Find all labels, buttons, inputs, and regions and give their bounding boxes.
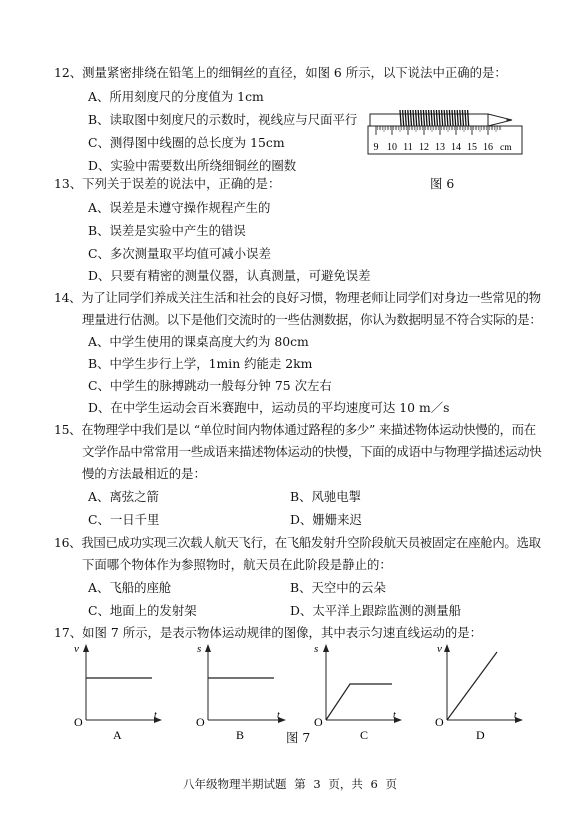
graph-d [435,643,523,742]
q14-stem-line2: 理量进行估测。以下是他们交流时的一些估测数据，你认为数据明显不符合实际的是： [82,312,542,327]
graph-b [196,643,286,742]
footer-page-prefix: 第 [294,777,306,791]
graph-c-label: C [360,728,369,742]
q15-option-d: D、姗姗来迟 [290,512,362,527]
ruler-tick-label: 15 [467,142,477,153]
q15-option-c: C、一日千里 [88,512,160,527]
graph-c [314,643,402,742]
footer-page-number: 3 [313,777,321,791]
q14-stem-line1: 14、为了让同学们养成关注生活和社会的良好习惯，物理老师让同学们对身边一些常见的物 [54,290,541,305]
graph-d-origin: O [435,715,444,729]
graph-d-x-label: t [514,710,517,721]
q16-stem-line1: 16、我国已成功实现三次载人航天飞行，在飞船发射升空阶段航天员被固定在座舱内。选取 [54,535,541,550]
figure-6-caption: 图 6 [430,176,455,191]
figure-6-ruler [366,104,526,156]
q12-option-d: D、实验中需要数出所绕细铜丝的圈数 [88,158,297,173]
q16-option-b: B、天空中的云朵 [290,580,386,595]
q15-stem-line2: 文学作品中常常用一些成语来描述物体运动的快慢，下面的成语中与物理学描述运动快 [82,444,542,459]
graph-b-y-label: s [197,643,202,655]
q13-option-a: A、误差是未遵守操作规程产生的 [88,200,271,215]
graph-d-line [447,652,497,720]
graph-d-y-label: v [437,643,442,655]
q14-option-a: A、中学生使用的课桌高度大约为 80cm [88,334,309,349]
graph-b-label: B [236,728,245,742]
q15-stem-line1: 15、在物理学中我们是以 “单位时间内物体通过路程的多少” 来描述物体运动快慢的，而在 [54,422,536,437]
ruler-tick-label: 11 [403,142,413,153]
graph-c-origin: O [314,715,323,729]
q12-option-b: B、读取图中刻度尺的示数时，视线应与尺面平行 [88,112,358,127]
page-footer [0,777,580,791]
graph-a [74,643,162,742]
q14-option-c: C、中学生的脉搏跳动一般每分钟 75 次左右 [88,378,332,393]
graph-b-x-label: t [277,710,280,721]
q14-option-b: B、中学生步行上学，1min 约能走 2km [88,356,313,371]
q15-stem-line3: 慢的方法最相近的是： [82,466,206,481]
q16-option-a: A、飞船的座舱 [88,580,172,595]
ruler-tick-label: 10 [387,142,397,153]
footer-title: 八年级物理半期试题 [183,777,287,791]
ruler-tick-label: 16 [483,142,493,153]
q16-stem-line2: 下面哪个物体作为参照物时，航天员在此阶段是静止的： [82,557,392,572]
graph-c-line [326,684,392,720]
ruler-unit: cm [500,143,512,153]
q16-option-d: D、太平洋上跟踪监测的测量船 [290,603,462,618]
ruler-tick-label: 13 [435,142,445,153]
graph-d-label: D [476,728,485,742]
graph-c-x-label: t [393,710,396,721]
graph-a-y-label: v [74,643,79,655]
footer-page-total: 6 [370,777,378,791]
graph-b-origin: O [196,715,205,729]
q14-option-d: D、在中学生运动会百米赛跑中，运动员的平均速度可达 10 m／s [88,400,450,415]
q12-option-a: A、所用刻度尺的分度值为 1cm [88,89,264,104]
q16-option-c: C、地面上的发射架 [88,603,197,618]
q13-stem: 13、下列关于误差的说法中，正确的是： [54,176,281,191]
q15-option-b: B、风驰电掣 [290,489,362,504]
q17-stem: 17、如图 7 所示，是表示物体运动规律的图像，其中表示匀速直线运动的是： [54,625,483,640]
graph-c-y-label: s [314,643,319,655]
q13-option-d: D、只要有精密的测量仪器，认真测量，可避免误差 [88,268,371,283]
graph-a-x-label: t [154,710,157,721]
ruler-tick-label: 14 [451,142,461,153]
graph-a-origin: O [74,715,83,729]
footer-page-mid: 页，共 [328,777,363,791]
q12-stem: 12、测量紧密排绕在铅笔上的细铜丝的直径，如图 6 所示，以下说法中正确的是： [54,65,507,80]
q12-option-c: C、测得图中线圈的总长度为 15cm [88,135,285,150]
ruler-tick-label: 9 [373,142,379,153]
footer-page-suffix: 页 [385,777,397,791]
q13-option-b: B、误差是实验中产生的错误 [88,223,246,238]
ruler-tick-label: 12 [419,142,429,153]
figure-7-caption: 图 7 [286,730,311,745]
graph-a-label: A [113,728,122,742]
q13-option-c: C、多次测量取平均值可减小误差 [88,246,271,261]
q15-option-a: A、离弦之箭 [88,489,159,504]
